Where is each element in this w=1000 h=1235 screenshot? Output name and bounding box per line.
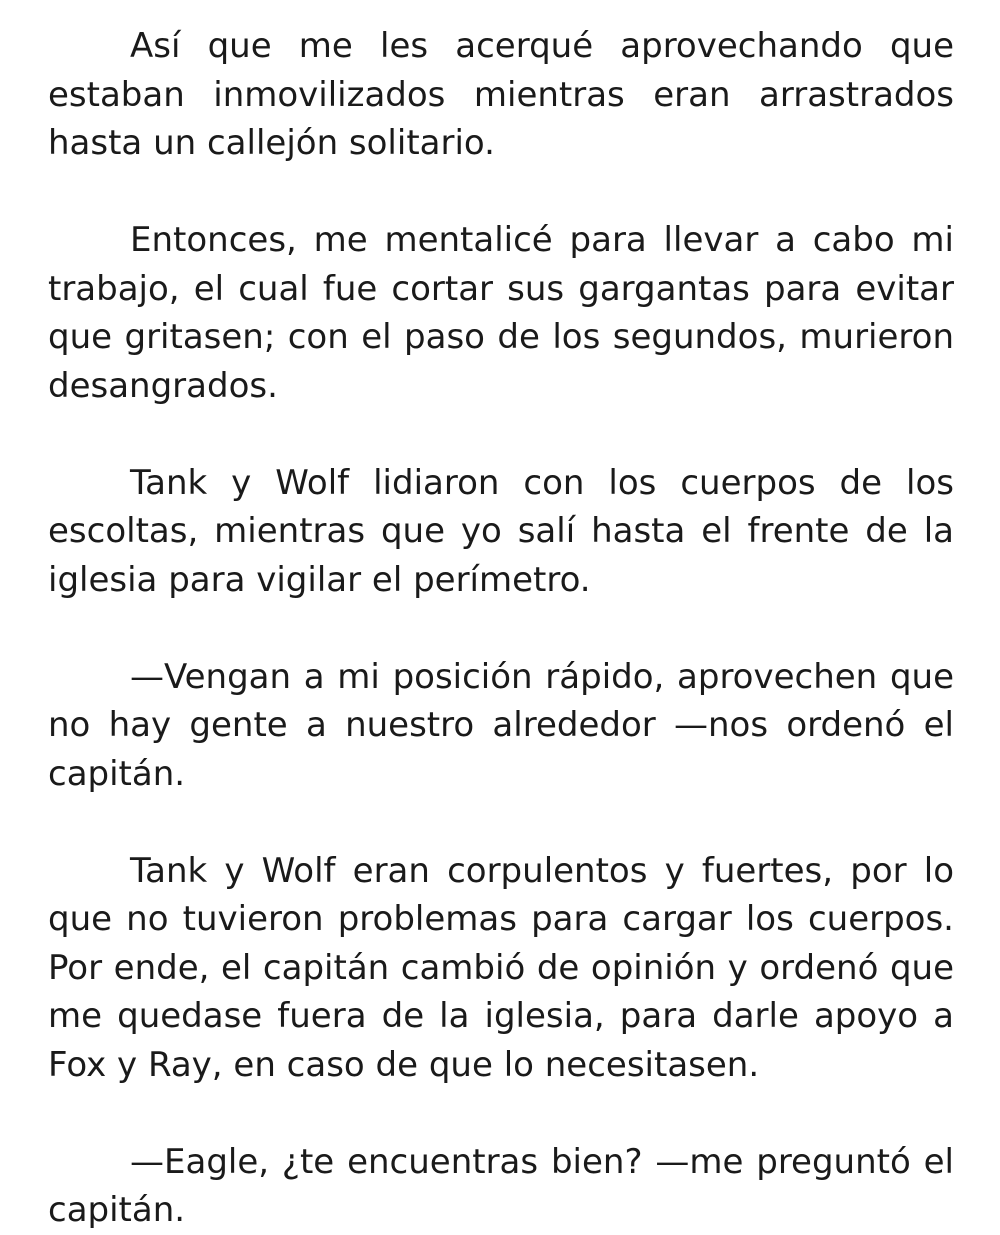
paragraph: —Vengan a mi posición rápido, aprovechen que no hay gente a nuestro alrededor —nos ordenó el capitán. [48,656,954,794]
paragraph: —Eagle, ¿te encuentras bien? —me preguntó el capitán. [48,1141,954,1230]
paragraph: Tank y Wolf eran corpulentos y fuertes, por lo que no tuvieron problemas para cargar los cuerpos. Por ende, el capitán cambió de opinión y ordenó que me quedase fuera de la iglesia, para darle apoyo a Fox y Ray, en caso de que lo necesitasen. [48,850,954,1085]
document-page [48,22,954,1235]
paragraph: Así que me les acerqué aprovechando que estaban inmovilizados mientras eran arrastrados hasta un callejón solitario. [48,26,954,163]
paragraph: Entonces, me mentalicé para llevar a cabo mi trabajo, el cual fue cortar sus gargantas para evitar que gritasen; con el paso de los segundos, murieron desangrados. [48,220,954,406]
paragraph: Tank y Wolf lidiaron con los cuerpos de los escoltas, mientras que yo salí hasta el frente de la iglesia para vigilar el perímetro. [48,462,954,600]
